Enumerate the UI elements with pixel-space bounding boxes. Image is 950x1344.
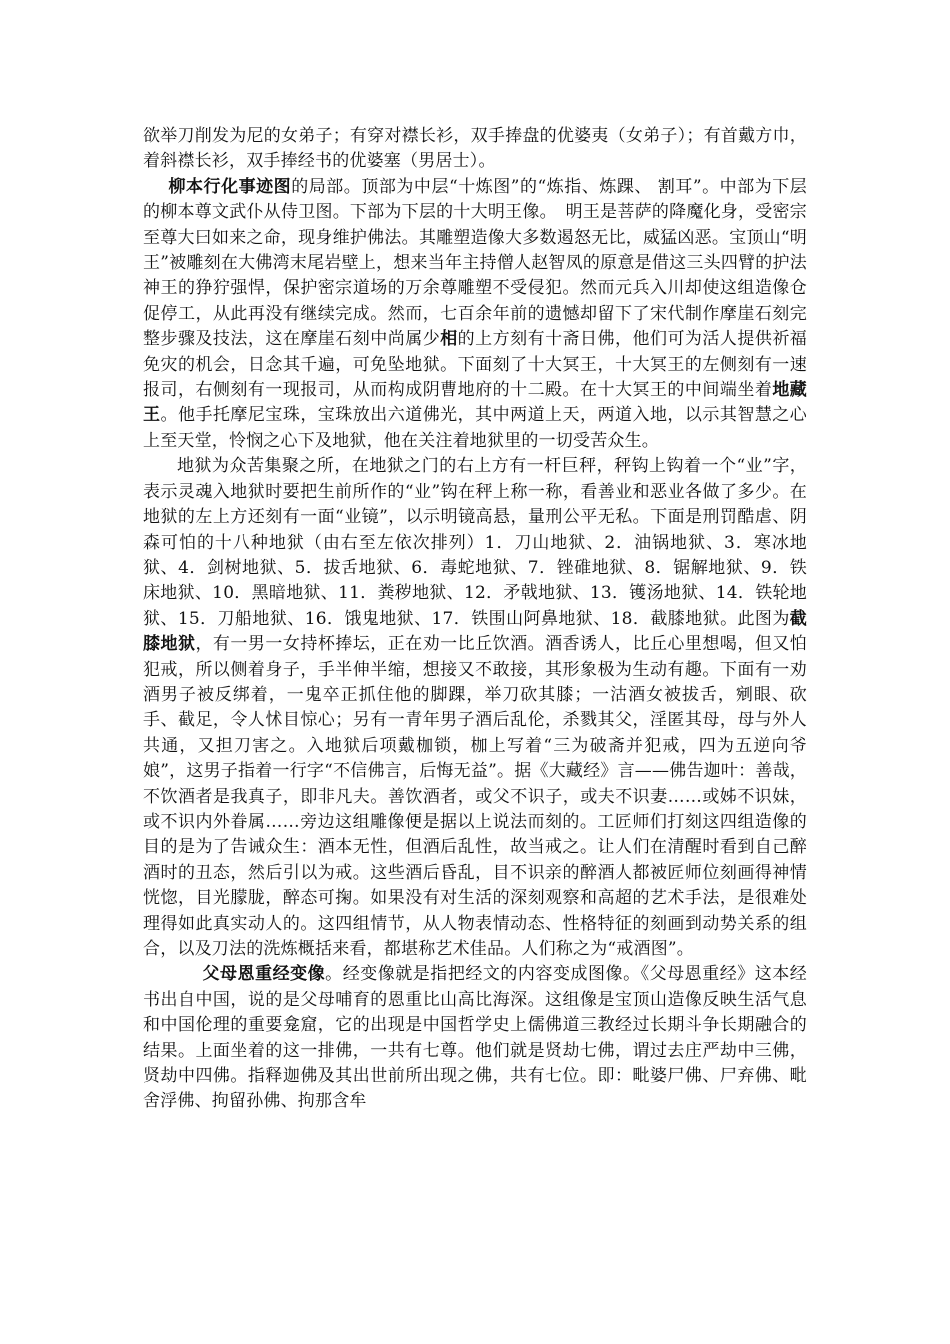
paragraph-text: ，有一男一女持杯捧坛，正在劝一比丘饮酒。酒香诱人，比丘心里想喝，但又怕犯戒，所以侧着身子，手半伸半缩，想接又不敢接，其形象极为生动有趣。下面有一劝酒男子被反绑着，一鬼卒正抓住他的脚踝，举刀砍其膝；一沽酒女被拔舌，剜眼、砍手、截足，令人怵目惊心；另有一青年男子酒后乱伦，杀戮其父，淫匿其母，母与外人共通，又担刀害之。入地狱后项戴枷锁，枷上写着“三为破斋并犯戒，四为五逆向爷娘”，这男子指着一行字“不信佛言，后悔无益”。据《大藏经》言——佛告迦叶：善哉，不饮酒者是我真子，即非凡夫。善饮酒者，或父不识子，或夫不识妻……或姊不识妹，或不识内外眷属……旁边这组雕像便是据以上说法而刻的。工匠师们打刻这四组造像的目的是为了告诫众生：酒本无性，但酒后乱性，故当戒之。让人们在清醒时看到自己醉酒时的丑态，然后引以为戒。这些酒后昏乱，目不识亲的醉酒人都被匠师位刻画得神情恍惚，目光朦胧，醉态可掬。如果没有对生活的深刻观察和高超的艺术手法，是很难处理得如此真实动人的。这四组情节，从人物表情动态、性格特征的刻画到动势关系的组合，以及刀法的洗炼概括来看，都堪称艺术佳品。人们称之为“戒酒图”。: [143, 634, 807, 959]
paragraph-text: 欲举刀削发为尼的女弟子；有穿对襟长衫，双手捧盘的优婆夷（女弟子）；有首戴方巾，着斜襟长衫，双手捧经书的优婆塞（男居士）。: [143, 126, 807, 172]
paragraph-liuben: [143, 175, 807, 454]
paragraph-text: 。他手托摩尼宝珠，宝珠放出六道佛光，其中两道上天，两道入地，以示其智慧之心上至天堂，怜悯之心下及地狱，他在关注着地狱里的一切受苦众生。: [143, 405, 807, 451]
bold-term: 父母恩重经变像: [202, 964, 326, 985]
bold-term: 柳本行化事迹图: [168, 176, 292, 197]
paragraph-text: 的上方刻有十斋日佛，他们可为活人提供祈福免灾的机会，日念其千遍，可免坠地狱。下面刻了十大冥王，十大冥王的左侧刻有一速报司，右侧刻有一现报司，从而构成阴曹地府的十二殿。在十大冥王的中间端坐着: [143, 329, 808, 401]
paragraph-text: 。经变像就是指把经文的内容变成图像。《父母恩重经》这本经书出自中国，说的是父母哺育的恩重比山高比海深。这组像是宝顶山造像反映生活气息和中国伦理的重要龛窟，它的出现是中国哲学史上儒佛道三教经过长期斗争长期融合的结果。上面坐着的这一排佛，一共有七尊。他们就是贤劫七佛，谓过去庄严劫中三佛，贤劫中四佛。指释迦佛及其出世前所出现之佛，共有七位。即：毗婆尸佛、尸弃佛、毗舍浮佛、拘留孙佛、拘那含牟: [143, 964, 807, 1112]
paragraph-intro: [143, 124, 807, 175]
bold-term: 截膝地狱: [143, 608, 807, 655]
paragraph-text: 的局部。顶部为中层“十炼图”的“炼指、炼踝、 割耳”。中部为下层的柳本尊文武仆从侍卫图。下部为下层的十大明王像。 明王是菩萨的降魔化身，受密宗至尊大曰如来之命，现身维护佛法。其雕塑造像大多数遏怒无比，威猛凶恶。宝顶山“明王”被雕刻在大佛湾末尾岩壁上，想来当年主持僧人赵智凤的原意是借这三头四臂的护法神王的狰狞强悍，保护密宗道场的万余尊雕塑不受侵犯。然而元兵入川却使这组造像仓促停工，从此再没有继续完成。然而，七百余年前的遗憾却留下了宋代制作摩崖石刻完整步骤及技法，这在摩崖石刻中尚属少: [143, 176, 807, 350]
bold-term: 相: [440, 329, 458, 350]
document-page: [143, 124, 807, 1115]
paragraph-text: 地狱为众苦集聚之所，在地狱之门的右上方有一杆巨秤，秤钩上钩着一个“业”字，表示灵魂入地狱时要把生前所作的“业”钩在秤上称一称，看善业和恶业各做了多少。在地狱的左上方还刻有一面“业镜”，以示明镜高悬，量刑公平无私。下面是刑罚酷虐、阴森可怕的十八种地狱（由右至左依次排列）1．刀山地狱、2．油锅地狱、3．寒冰地狱、4．剑树地狱、5．拔舌地狱、6．毒蛇地狱、7．锉碓地狱、8．锯解地狱、9．铁床地狱、10．黑暗地狱、11．粪秽地狱、12．矛戟地狱、13．镬汤地狱、14．铁轮地狱、15．刀船地狱、16．饿鬼地狱、17．铁围山阿鼻地狱、18．截膝地狱。此图为: [143, 456, 807, 629]
paragraph-hell: [143, 454, 807, 962]
paragraph-parents: [143, 962, 807, 1114]
bold-term: 地藏王: [143, 380, 807, 426]
